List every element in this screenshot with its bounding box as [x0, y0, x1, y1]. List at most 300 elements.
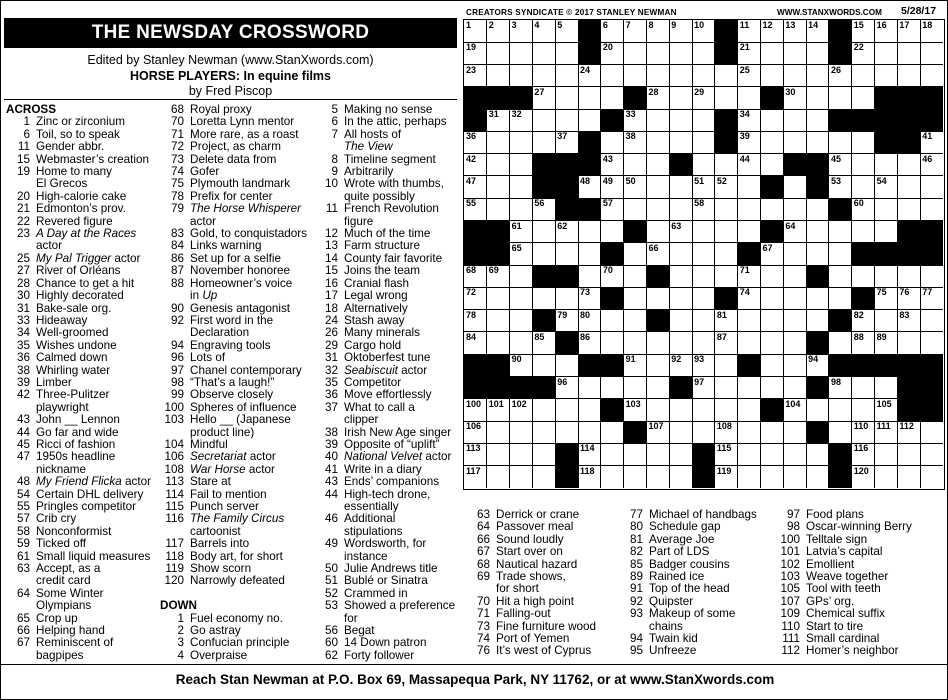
- grid-cell[interactable]: [624, 243, 647, 266]
- grid-cell[interactable]: [464, 443, 487, 466]
- grid-cell[interactable]: [464, 20, 487, 43]
- grid-cell[interactable]: [624, 65, 647, 88]
- grid-cell[interactable]: [601, 131, 624, 154]
- grid-cell[interactable]: [487, 154, 510, 177]
- grid-cell[interactable]: [464, 399, 487, 422]
- grid-cell[interactable]: [897, 42, 920, 65]
- grid-cell[interactable]: [761, 310, 784, 333]
- grid-cell[interactable]: [464, 198, 487, 221]
- grid-cell[interactable]: [875, 221, 898, 244]
- grid-cell[interactable]: [806, 65, 829, 88]
- grid-cell[interactable]: [715, 243, 738, 266]
- grid-cell[interactable]: [783, 42, 806, 65]
- grid-cell[interactable]: [806, 42, 829, 65]
- grid-cell[interactable]: [920, 198, 943, 221]
- grid-cell[interactable]: [669, 176, 692, 199]
- grid-cell[interactable]: [806, 243, 829, 266]
- grid-cell[interactable]: [601, 332, 624, 355]
- grid-cell[interactable]: [897, 65, 920, 88]
- grid-cell[interactable]: [875, 377, 898, 400]
- grid-cell[interactable]: [578, 65, 601, 88]
- grid-cell[interactable]: [738, 466, 761, 488]
- grid-cell[interactable]: [761, 42, 784, 65]
- grid-cell[interactable]: [875, 65, 898, 88]
- grid-cell[interactable]: [601, 87, 624, 110]
- grid-cell[interactable]: [783, 243, 806, 266]
- grid-cell[interactable]: [875, 287, 898, 310]
- grid-cell[interactable]: [875, 42, 898, 65]
- grid-cell[interactable]: [692, 198, 715, 221]
- grid-cell[interactable]: [897, 443, 920, 466]
- grid-cell[interactable]: [852, 399, 875, 422]
- grid-cell[interactable]: [464, 131, 487, 154]
- grid-cell[interactable]: [669, 310, 692, 333]
- grid-cell[interactable]: [624, 176, 647, 199]
- grid-cell[interactable]: [578, 87, 601, 110]
- grid-cell[interactable]: [829, 131, 852, 154]
- grid-cell[interactable]: [761, 421, 784, 444]
- grid-cell[interactable]: [761, 65, 784, 88]
- grid-cell[interactable]: [692, 65, 715, 88]
- grid-cell[interactable]: [738, 131, 761, 154]
- grid-cell[interactable]: [852, 20, 875, 43]
- grid-cell[interactable]: [601, 310, 624, 333]
- grid-cell[interactable]: [510, 466, 533, 488]
- grid-cell[interactable]: [715, 221, 738, 244]
- grid-cell[interactable]: [669, 332, 692, 355]
- grid-cell[interactable]: [852, 466, 875, 488]
- grid-cell[interactable]: [852, 42, 875, 65]
- grid-cell[interactable]: [464, 466, 487, 488]
- grid-cell[interactable]: [510, 154, 533, 177]
- grid-cell[interactable]: [624, 377, 647, 400]
- grid-cell[interactable]: [761, 243, 784, 266]
- grid-cell[interactable]: [806, 287, 829, 310]
- grid-cell[interactable]: [852, 198, 875, 221]
- grid-cell[interactable]: [852, 154, 875, 177]
- grid-cell[interactable]: [578, 466, 601, 488]
- grid-cell[interactable]: [646, 243, 669, 266]
- grid-cell[interactable]: [555, 131, 578, 154]
- grid-cell[interactable]: [715, 198, 738, 221]
- grid-cell[interactable]: [920, 176, 943, 199]
- grid-cell[interactable]: [578, 221, 601, 244]
- grid-cell[interactable]: [920, 443, 943, 466]
- grid-cell[interactable]: [738, 87, 761, 110]
- grid-cell[interactable]: [852, 87, 875, 110]
- grid-cell[interactable]: [646, 154, 669, 177]
- grid-cell[interactable]: [897, 332, 920, 355]
- grid-cell[interactable]: [875, 332, 898, 355]
- grid-cell[interactable]: [738, 221, 761, 244]
- grid-cell[interactable]: [646, 176, 669, 199]
- grid-cell[interactable]: [487, 176, 510, 199]
- grid-cell[interactable]: [510, 421, 533, 444]
- grid-cell[interactable]: [669, 287, 692, 310]
- grid-cell[interactable]: [920, 154, 943, 177]
- grid-cell[interactable]: [761, 131, 784, 154]
- grid-cell[interactable]: [601, 221, 624, 244]
- grid-cell[interactable]: [920, 20, 943, 43]
- grid-cell[interactable]: [806, 131, 829, 154]
- grid-cell[interactable]: [510, 221, 533, 244]
- grid-cell[interactable]: [897, 310, 920, 333]
- grid-cell[interactable]: [555, 243, 578, 266]
- grid-cell[interactable]: [464, 287, 487, 310]
- grid-cell[interactable]: [761, 287, 784, 310]
- grid-cell[interactable]: [555, 42, 578, 65]
- grid-cell[interactable]: [510, 20, 533, 43]
- grid-cell[interactable]: [487, 443, 510, 466]
- grid-cell[interactable]: [897, 466, 920, 488]
- grid-cell[interactable]: [601, 466, 624, 488]
- grid-cell[interactable]: [806, 221, 829, 244]
- grid-cell[interactable]: [897, 265, 920, 288]
- grid-cell[interactable]: [601, 377, 624, 400]
- grid-cell[interactable]: [875, 421, 898, 444]
- grid-cell[interactable]: [646, 87, 669, 110]
- grid-cell[interactable]: [487, 310, 510, 333]
- grid-cell[interactable]: [532, 443, 555, 466]
- grid-cell[interactable]: [875, 20, 898, 43]
- grid-cell[interactable]: [852, 310, 875, 333]
- grid-cell[interactable]: [692, 354, 715, 377]
- grid-cell[interactable]: [555, 65, 578, 88]
- grid-cell[interactable]: [692, 310, 715, 333]
- grid-cell[interactable]: [783, 109, 806, 132]
- grid-cell[interactable]: [532, 131, 555, 154]
- grid-cell[interactable]: [510, 198, 533, 221]
- grid-cell[interactable]: [487, 65, 510, 88]
- grid-cell[interactable]: [646, 42, 669, 65]
- grid-cell[interactable]: [578, 109, 601, 132]
- grid-cell[interactable]: [578, 377, 601, 400]
- grid-cell[interactable]: [692, 20, 715, 43]
- grid-cell[interactable]: [715, 443, 738, 466]
- grid-cell[interactable]: [555, 109, 578, 132]
- grid-cell[interactable]: [897, 198, 920, 221]
- grid-cell[interactable]: [578, 176, 601, 199]
- grid-cell[interactable]: [464, 42, 487, 65]
- grid-cell[interactable]: [715, 354, 738, 377]
- grid-cell[interactable]: [646, 443, 669, 466]
- grid-cell[interactable]: [532, 399, 555, 422]
- grid-cell[interactable]: [510, 131, 533, 154]
- grid-cell[interactable]: [555, 287, 578, 310]
- grid-cell[interactable]: [669, 42, 692, 65]
- grid-cell[interactable]: [852, 265, 875, 288]
- grid-cell[interactable]: [464, 310, 487, 333]
- grid-cell[interactable]: [669, 20, 692, 43]
- grid-cell[interactable]: [829, 221, 852, 244]
- grid-cell[interactable]: [852, 421, 875, 444]
- grid-cell[interactable]: [738, 20, 761, 43]
- grid-cell[interactable]: [783, 265, 806, 288]
- grid-cell[interactable]: [487, 42, 510, 65]
- grid-cell[interactable]: [715, 399, 738, 422]
- grid-cell[interactable]: [464, 332, 487, 355]
- grid-cell[interactable]: [783, 221, 806, 244]
- grid-cell[interactable]: [738, 42, 761, 65]
- grid-cell[interactable]: [555, 20, 578, 43]
- grid-cell[interactable]: [532, 65, 555, 88]
- grid-cell[interactable]: [510, 287, 533, 310]
- grid-cell[interactable]: [738, 176, 761, 199]
- grid-cell[interactable]: [510, 310, 533, 333]
- grid-cell[interactable]: [715, 466, 738, 488]
- grid-cell[interactable]: [783, 131, 806, 154]
- grid-cell[interactable]: [624, 265, 647, 288]
- grid-cell[interactable]: [601, 443, 624, 466]
- grid-cell[interactable]: [875, 310, 898, 333]
- grid-cell[interactable]: [920, 265, 943, 288]
- grid-cell[interactable]: [920, 287, 943, 310]
- grid-cell[interactable]: [555, 221, 578, 244]
- grid-cell[interactable]: [601, 20, 624, 43]
- grid-cell[interactable]: [692, 87, 715, 110]
- grid-cell[interactable]: [692, 154, 715, 177]
- grid-cell[interactable]: [624, 354, 647, 377]
- grid-cell[interactable]: [692, 221, 715, 244]
- grid-cell[interactable]: [555, 87, 578, 110]
- grid-cell[interactable]: [852, 443, 875, 466]
- grid-cell[interactable]: [555, 310, 578, 333]
- grid-cell[interactable]: [761, 466, 784, 488]
- grid-cell[interactable]: [761, 265, 784, 288]
- grid-cell[interactable]: [578, 399, 601, 422]
- grid-cell[interactable]: [715, 65, 738, 88]
- grid-cell[interactable]: [578, 310, 601, 333]
- grid-cell[interactable]: [875, 176, 898, 199]
- grid-cell[interactable]: [669, 198, 692, 221]
- grid-cell[interactable]: [806, 20, 829, 43]
- grid-cell[interactable]: [738, 421, 761, 444]
- grid-cell[interactable]: [669, 443, 692, 466]
- grid-cell[interactable]: [692, 42, 715, 65]
- grid-cell[interactable]: [783, 287, 806, 310]
- grid-cell[interactable]: [510, 243, 533, 266]
- grid-cell[interactable]: [692, 421, 715, 444]
- grid-cell[interactable]: [783, 421, 806, 444]
- grid-cell[interactable]: [532, 109, 555, 132]
- grid-cell[interactable]: [875, 154, 898, 177]
- grid-cell[interactable]: [464, 154, 487, 177]
- grid-cell[interactable]: [669, 221, 692, 244]
- grid-cell[interactable]: [601, 198, 624, 221]
- grid-cell[interactable]: [601, 42, 624, 65]
- grid-cell[interactable]: [669, 421, 692, 444]
- grid-cell[interactable]: [806, 109, 829, 132]
- grid-cell[interactable]: [532, 198, 555, 221]
- grid-cell[interactable]: [532, 354, 555, 377]
- grid-cell[interactable]: [646, 421, 669, 444]
- grid-cell[interactable]: [510, 354, 533, 377]
- grid-cell[interactable]: [646, 287, 669, 310]
- grid-cell[interactable]: [783, 310, 806, 333]
- grid-cell[interactable]: [669, 399, 692, 422]
- grid-cell[interactable]: [738, 443, 761, 466]
- grid-cell[interactable]: [624, 109, 647, 132]
- grid-cell[interactable]: [555, 377, 578, 400]
- grid-cell[interactable]: [715, 176, 738, 199]
- grid-cell[interactable]: [761, 154, 784, 177]
- grid-cell[interactable]: [761, 109, 784, 132]
- grid-cell[interactable]: [783, 65, 806, 88]
- grid-cell[interactable]: [464, 421, 487, 444]
- grid-cell[interactable]: [738, 65, 761, 88]
- grid-cell[interactable]: [761, 354, 784, 377]
- grid-cell[interactable]: [646, 65, 669, 88]
- grid-cell[interactable]: [646, 221, 669, 244]
- grid-cell[interactable]: [783, 20, 806, 43]
- grid-cell[interactable]: [487, 466, 510, 488]
- grid-cell[interactable]: [783, 198, 806, 221]
- grid-cell[interactable]: [487, 131, 510, 154]
- grid-cell[interactable]: [875, 265, 898, 288]
- grid-cell[interactable]: [510, 65, 533, 88]
- grid-cell[interactable]: [897, 176, 920, 199]
- grid-cell[interactable]: [510, 265, 533, 288]
- grid-cell[interactable]: [806, 466, 829, 488]
- grid-cell[interactable]: [669, 265, 692, 288]
- grid-cell[interactable]: [692, 176, 715, 199]
- grid-cell[interactable]: [738, 265, 761, 288]
- grid-cell[interactable]: [532, 42, 555, 65]
- grid-cell[interactable]: [646, 354, 669, 377]
- grid-cell[interactable]: [624, 154, 647, 177]
- grid-cell[interactable]: [555, 354, 578, 377]
- grid-cell[interactable]: [646, 377, 669, 400]
- grid-cell[interactable]: [920, 131, 943, 154]
- grid-cell[interactable]: [487, 421, 510, 444]
- grid-cell[interactable]: [692, 131, 715, 154]
- grid-cell[interactable]: [487, 399, 510, 422]
- grid-cell[interactable]: [761, 198, 784, 221]
- grid-cell[interactable]: [829, 287, 852, 310]
- grid-cell[interactable]: [487, 287, 510, 310]
- grid-cell[interactable]: [646, 109, 669, 132]
- grid-cell[interactable]: [601, 154, 624, 177]
- grid-cell[interactable]: [715, 332, 738, 355]
- grid-cell[interactable]: [532, 466, 555, 488]
- grid-cell[interactable]: [852, 221, 875, 244]
- grid-cell[interactable]: [806, 310, 829, 333]
- grid-cell[interactable]: [829, 154, 852, 177]
- grid-cell[interactable]: [669, 87, 692, 110]
- grid-cell[interactable]: [532, 87, 555, 110]
- grid-cell[interactable]: [829, 65, 852, 88]
- grid-cell[interactable]: [578, 265, 601, 288]
- grid-cell[interactable]: [783, 354, 806, 377]
- grid-cell[interactable]: [920, 466, 943, 488]
- grid-cell[interactable]: [692, 265, 715, 288]
- grid-cell[interactable]: [692, 287, 715, 310]
- grid-cell[interactable]: [783, 176, 806, 199]
- grid-cell[interactable]: [761, 377, 784, 400]
- grid-cell[interactable]: [646, 20, 669, 43]
- grid-cell[interactable]: [646, 466, 669, 488]
- grid-cell[interactable]: [897, 154, 920, 177]
- grid-cell[interactable]: [624, 287, 647, 310]
- grid-cell[interactable]: [897, 421, 920, 444]
- grid-cell[interactable]: [624, 332, 647, 355]
- grid-cell[interactable]: [852, 332, 875, 355]
- grid-cell[interactable]: [852, 65, 875, 88]
- grid-cell[interactable]: [715, 154, 738, 177]
- grid-cell[interactable]: [669, 109, 692, 132]
- grid-cell[interactable]: [601, 176, 624, 199]
- grid-cell[interactable]: [624, 198, 647, 221]
- grid-cell[interactable]: [920, 332, 943, 355]
- grid-cell[interactable]: [669, 466, 692, 488]
- grid-cell[interactable]: [738, 198, 761, 221]
- grid-cell[interactable]: [624, 131, 647, 154]
- grid-cell[interactable]: [555, 399, 578, 422]
- grid-cell[interactable]: [532, 243, 555, 266]
- grid-cell[interactable]: [692, 109, 715, 132]
- grid-cell[interactable]: [829, 87, 852, 110]
- grid-cell[interactable]: [464, 265, 487, 288]
- grid-cell[interactable]: [715, 377, 738, 400]
- grid-cell[interactable]: [738, 310, 761, 333]
- grid-cell[interactable]: [738, 332, 761, 355]
- grid-cell[interactable]: [487, 20, 510, 43]
- grid-cell[interactable]: [761, 332, 784, 355]
- grid-cell[interactable]: [829, 176, 852, 199]
- grid-cell[interactable]: [715, 421, 738, 444]
- grid-cell[interactable]: [532, 332, 555, 355]
- grid-cell[interactable]: [624, 20, 647, 43]
- grid-cell[interactable]: [510, 176, 533, 199]
- grid-cell[interactable]: [510, 443, 533, 466]
- grid-cell[interactable]: [601, 265, 624, 288]
- grid-cell[interactable]: [715, 265, 738, 288]
- grid-cell[interactable]: [783, 87, 806, 110]
- grid-cell[interactable]: [875, 443, 898, 466]
- grid-cell[interactable]: [738, 377, 761, 400]
- grid-cell[interactable]: [783, 332, 806, 355]
- grid-cell[interactable]: [875, 466, 898, 488]
- grid-cell[interactable]: [783, 443, 806, 466]
- grid-cell[interactable]: [783, 399, 806, 422]
- grid-cell[interactable]: [669, 131, 692, 154]
- grid-cell[interactable]: [715, 87, 738, 110]
- grid-cell[interactable]: [806, 198, 829, 221]
- grid-cell[interactable]: [624, 443, 647, 466]
- grid-cell[interactable]: [487, 265, 510, 288]
- grid-cell[interactable]: [829, 421, 852, 444]
- grid-cell[interactable]: [738, 154, 761, 177]
- grid-cell[interactable]: [646, 131, 669, 154]
- grid-cell[interactable]: [601, 65, 624, 88]
- grid-cell[interactable]: [532, 287, 555, 310]
- grid-cell[interactable]: [806, 87, 829, 110]
- grid-cell[interactable]: [578, 443, 601, 466]
- grid-cell[interactable]: [829, 377, 852, 400]
- grid-cell[interactable]: [715, 310, 738, 333]
- grid-cell[interactable]: [806, 443, 829, 466]
- grid-cell[interactable]: [806, 399, 829, 422]
- grid-cell[interactable]: [578, 287, 601, 310]
- grid-cell[interactable]: [532, 221, 555, 244]
- grid-cell[interactable]: [624, 399, 647, 422]
- grid-cell[interactable]: [783, 377, 806, 400]
- grid-cell[interactable]: [646, 399, 669, 422]
- grid-cell[interactable]: [692, 377, 715, 400]
- grid-cell[interactable]: [487, 198, 510, 221]
- grid-cell[interactable]: [920, 421, 943, 444]
- grid-cell[interactable]: [510, 109, 533, 132]
